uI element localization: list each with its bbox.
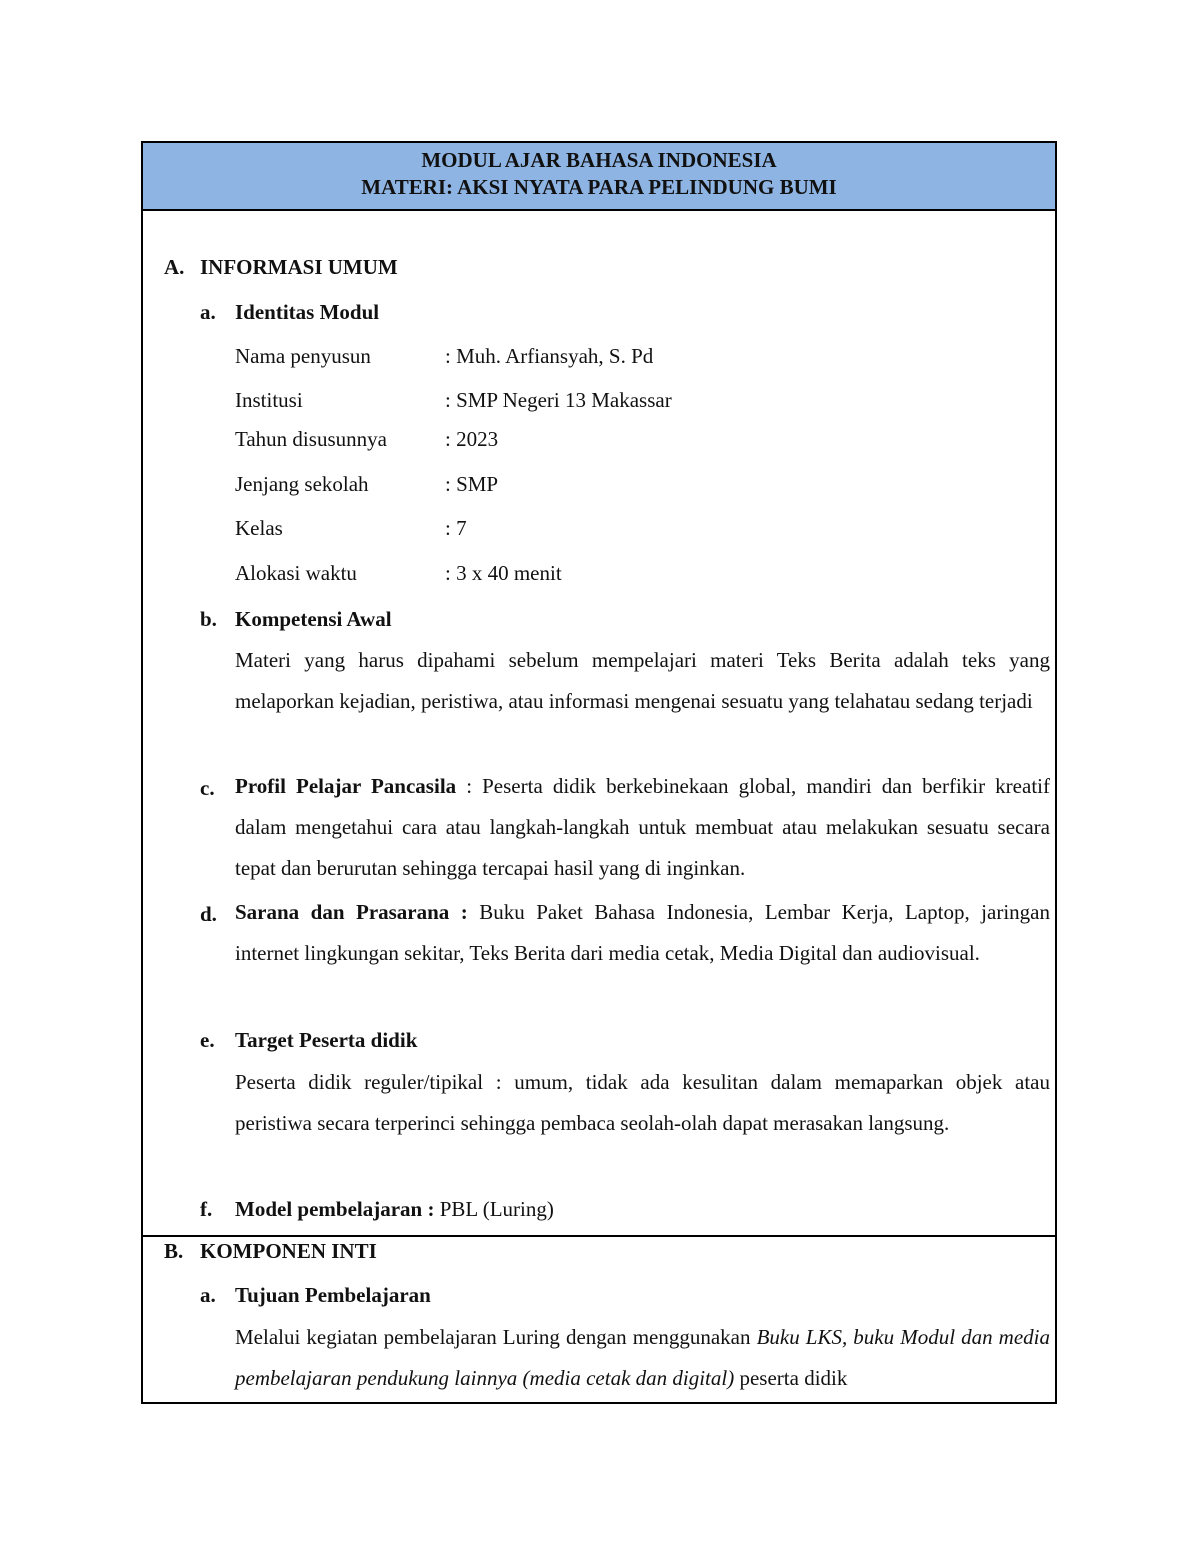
model-pembelajaran-text: PBL (Luring) bbox=[434, 1197, 554, 1221]
item-c-letter: c. bbox=[200, 776, 215, 800]
tujuan-text-start: Melalui kegiatan pembelajaran Luring dengan menggunakan bbox=[235, 1325, 757, 1349]
item-e-letter: e. bbox=[200, 1028, 215, 1052]
identity-label: Tahun disusunnya bbox=[235, 427, 387, 451]
profil-pelajar-text: : Peserta didik berkebinekaan global, mandiri dan berfikir kreatif dalam mengetahui cara atau langkah-langkah untuk membuat atau melakukan sesuatu secara tepat dan berurutan sehingga tercapai hasil yang di inginkan. bbox=[235, 774, 1050, 880]
section-b-title: KOMPONEN INTI bbox=[200, 1239, 377, 1263]
identity-label: Jenjang sekolah bbox=[235, 472, 369, 496]
section-a-letter: A. bbox=[164, 255, 185, 279]
section-b-letter: B. bbox=[164, 1239, 184, 1263]
profil-pelajar-heading: Profil Pelajar Pancasila bbox=[235, 774, 457, 798]
item-d-letter: d. bbox=[200, 902, 217, 926]
kompetensi-awal-text: Materi yang harus dipahami sebelum mempelajari materi Teks Berita adalah teks yang melaporkan kejadian, peristiwa, atau informasi mengenai sesuatu yang telahatau sedang terjadi bbox=[235, 648, 1050, 713]
target-peserta-heading: Target Peserta didik bbox=[235, 1028, 418, 1052]
item-b-letter: b. bbox=[200, 607, 217, 631]
sarana-text: Buku Paket Bahasa Indonesia, Lembar Kerja, Laptop, jaringan internet lingkungan sekitar, Teks Berita dari media cetak, Media Digital dan audiovisual. bbox=[235, 900, 1050, 965]
section-divider bbox=[143, 1235, 1055, 1237]
module-header bbox=[143, 143, 1055, 211]
item-b-a-letter: a. bbox=[200, 1283, 216, 1307]
identity-value: : SMP Negeri 13 Makassar bbox=[445, 388, 672, 412]
identity-value: : SMP bbox=[445, 472, 499, 496]
identity-value: : 7 bbox=[445, 516, 467, 540]
item-f-letter: f. bbox=[200, 1197, 213, 1221]
tujuan-text-end: peserta didik bbox=[734, 1366, 848, 1390]
section-a-title: INFORMASI UMUM bbox=[200, 255, 398, 279]
material-title: MATERI: AKSI NYATA PARA PELINDUNG BUMI bbox=[361, 175, 837, 199]
identitas-modul-heading: Identitas Modul bbox=[235, 300, 380, 324]
tujuan-pembelajaran-text bbox=[235, 1317, 1050, 1399]
identity-value: : Muh. Arfiansyah, S. Pd bbox=[445, 344, 654, 368]
identity-value: : 2023 bbox=[445, 427, 499, 451]
tujuan-pembelajaran-heading: Tujuan Pembelajaran bbox=[235, 1283, 431, 1307]
tujuan-text-italic: Buku LKS, buku Modul dan media pembelajaran pendukung lainnya (media cetak dan digital) bbox=[235, 1325, 1050, 1390]
module-title: MODUL AJAR BAHASA INDONESIA bbox=[421, 148, 777, 172]
identity-value: : 3 x 40 menit bbox=[445, 561, 562, 585]
identity-label: Alokasi waktu bbox=[235, 561, 357, 585]
identity-label: Kelas bbox=[235, 516, 283, 540]
model-pembelajaran-line bbox=[235, 1197, 554, 1221]
sarana-heading: Sarana dan Prasarana : bbox=[235, 900, 468, 924]
target-peserta-text: Peserta didik reguler/tipikal : umum, tidak ada kesulitan dalam memaparkan objek atau peristiwa secara terperinci sehingga pembaca seolah-olah dapat merasakan langsung. bbox=[235, 1070, 1050, 1135]
identity-label: Institusi bbox=[235, 388, 303, 412]
sarana-paragraph bbox=[235, 892, 1050, 974]
item-a-letter: a. bbox=[200, 300, 216, 324]
kompetensi-awal-heading: Kompetensi Awal bbox=[235, 607, 392, 631]
identity-label: Nama penyusun bbox=[235, 344, 371, 368]
profil-pelajar-paragraph bbox=[235, 766, 1050, 889]
model-pembelajaran-heading: Model pembelajaran : bbox=[235, 1197, 435, 1221]
